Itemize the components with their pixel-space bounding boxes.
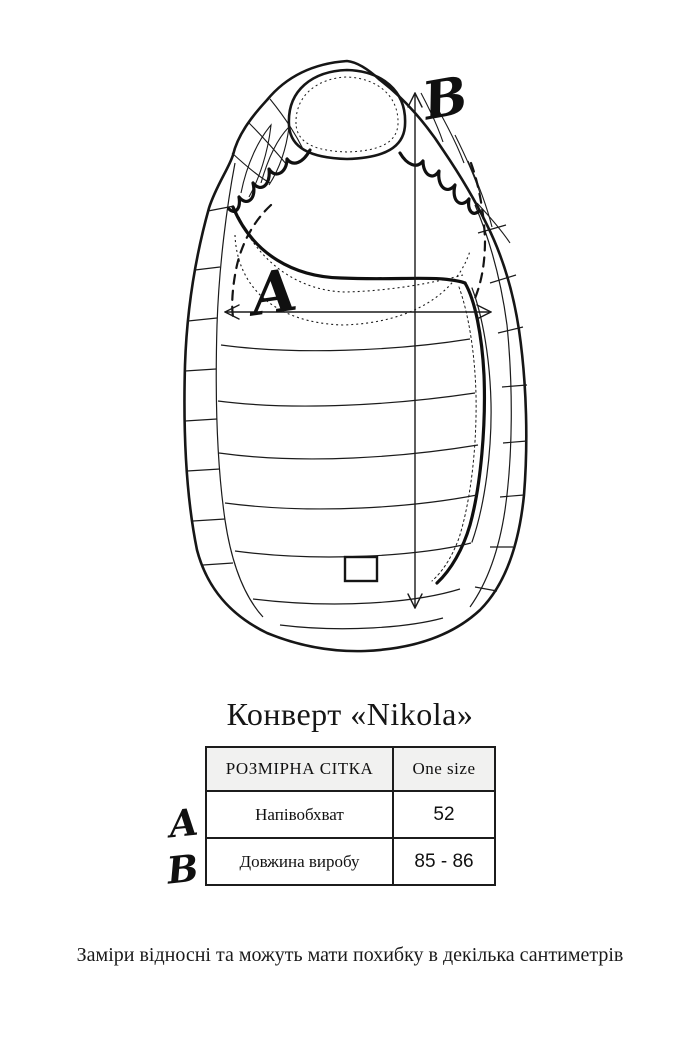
diagram-label-a: A: [246, 255, 301, 330]
product-diagram: [175, 55, 535, 655]
right-gusset: [470, 205, 527, 607]
table-row: [206, 791, 495, 838]
measure-b-value: 85 - 86: [393, 838, 495, 885]
body-outline: [184, 61, 526, 651]
table-row: [206, 838, 495, 885]
size-table-header-label: РОЗМІРНА СІТКА: [206, 747, 393, 791]
size-table-header-row: [206, 747, 495, 791]
measurement-disclaimer: Заміри відносні та можуть мати похибку в декілька сантиметрів: [76, 944, 624, 966]
size-table-header-size: One size: [393, 747, 495, 791]
diagram-label-b: B: [418, 64, 473, 133]
page-title: Конверт «Nikola»: [226, 696, 474, 732]
table-row-letter-b: B: [164, 845, 201, 893]
hood-pillow: [289, 70, 405, 159]
size-table-section: [164, 746, 496, 893]
body-quilt-lines: [218, 339, 478, 629]
measure-a-label: Напівобхват: [206, 791, 393, 838]
size-table: [205, 746, 496, 886]
envelope-sketch-svg: [175, 55, 535, 655]
measure-b-label: Довжина виробу: [206, 838, 393, 885]
flap-side-edge: [432, 283, 491, 583]
measure-a-value: 52: [393, 791, 495, 838]
table-row-letter-a: A: [166, 799, 200, 847]
brand-patch: [345, 557, 377, 581]
measurement-arrow-b: [408, 93, 422, 608]
